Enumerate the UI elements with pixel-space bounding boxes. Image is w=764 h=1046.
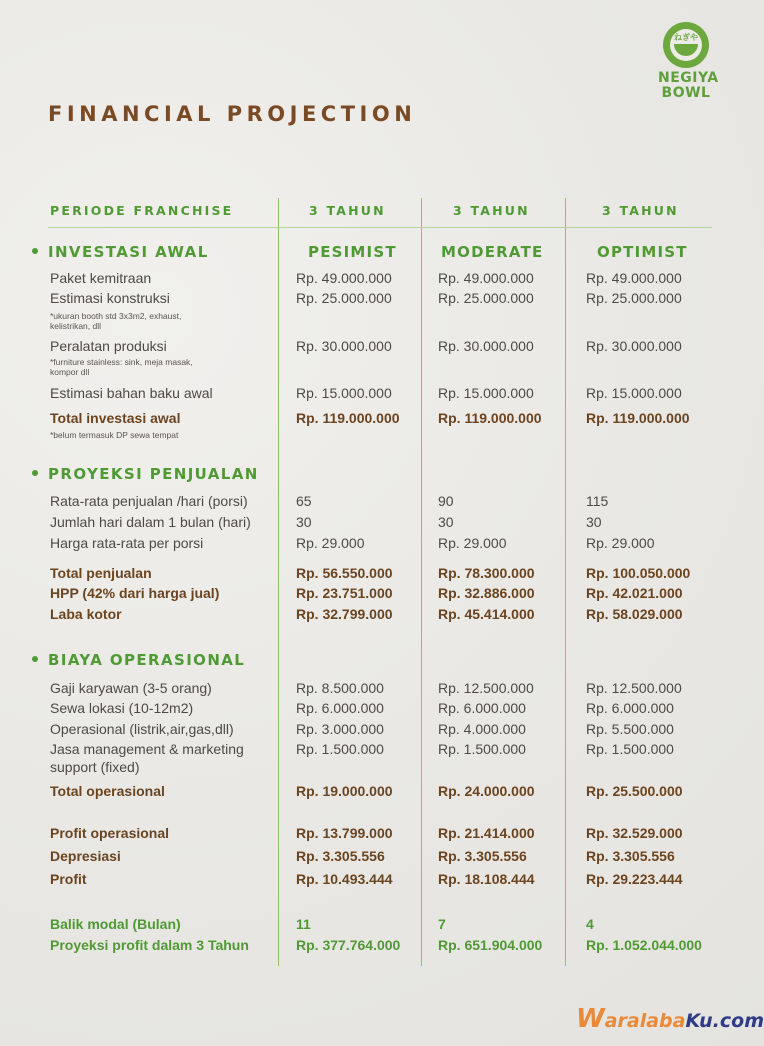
scenario-pesimist: PESIMIST xyxy=(308,243,397,261)
period-pesimist: 3 TAHUN xyxy=(309,203,386,218)
row-profit: Profit Rp. 10.493.444 Rp. 18.108.444 Rp. 29.223.444 xyxy=(50,871,683,887)
bullet-icon xyxy=(32,656,38,662)
row-total-penjualan: Total penjualan Rp. 56.550.000 Rp. 78.300.000 Rp. 100.050.000 xyxy=(50,565,691,581)
brand-name-line2: BOWL xyxy=(661,85,711,101)
bowl-icon xyxy=(663,22,709,68)
watermark-logo: WaralabaKu.com xyxy=(576,1004,764,1034)
row-depresiasi: Depresiasi Rp. 3.305.556 Rp. 3.305.556 Rp. 3.305.556 xyxy=(50,848,675,864)
row-gaji: Gaji karyawan (3-5 orang) Rp. 8.500.000 Rp. 12.500.000 Rp. 12.500.000 xyxy=(50,680,682,696)
row-total-operasional: Total operasional Rp. 19.000.000 Rp. 24.000.000 Rp. 25.500.000 xyxy=(50,783,683,799)
header-divider xyxy=(48,227,712,228)
row-peralatan: Peralatan produksi Rp. 30.000.000 Rp. 30.000.000 Rp. 30.000.000 xyxy=(50,338,682,354)
row-konstruksi: Estimasi konstruksi Rp. 25.000.000 Rp. 25.000.000 Rp. 25.000.000 xyxy=(50,290,682,306)
section-penjualan: PROYEKSI PENJUALAN xyxy=(32,465,259,483)
row-ops: Operasional (listrik,air,gas,dll) Rp. 3.000.000 Rp. 4.000.000 Rp. 5.500.000 xyxy=(50,721,674,737)
brand-name-line1: NEGIYA xyxy=(658,70,719,86)
bullet-icon xyxy=(32,248,38,254)
logo-mark: ねぎや xyxy=(674,33,698,42)
section-operasional: BIAYA OPERASIONAL xyxy=(32,651,245,669)
scenario-optimist: OPTIMIST xyxy=(597,243,688,261)
row-proyeksi-profit: Proyeksi profit dalam 3 Tahun Rp. 377.764.000 Rp. 651.904.000 Rp. 1.052.044.000 xyxy=(50,937,702,953)
page-title: FINANCIAL PROJECTION xyxy=(48,102,417,126)
scenario-moderate: MODERATE xyxy=(441,243,544,261)
row-total-investasi: Total investasi awal Rp. 119.000.000 Rp. 119.000.000 Rp. 119.000.000 xyxy=(50,410,690,426)
row-jasa: Jasa management & marketing Rp. 1.500.000 Rp. 1.500.000 Rp. 1.500.000 xyxy=(50,741,674,757)
brand-logo xyxy=(658,22,719,101)
row-harga: Harga rata-rata per porsi Rp. 29.000 Rp. 29.000 Rp. 29.000 xyxy=(50,535,655,551)
period-moderate: 3 TAHUN xyxy=(453,203,530,218)
row-profit-operasional: Profit operasional Rp. 13.799.000 Rp. 21.414.000 Rp. 32.529.000 xyxy=(50,825,683,841)
row-bahan: Estimasi bahan baku awal Rp. 15.000.000 Rp. 15.000.000 Rp. 15.000.000 xyxy=(50,385,682,401)
note-total-investasi: *belum termasuk DP sewa tempat xyxy=(50,430,179,440)
section-investasi: INVESTASI AWAL xyxy=(32,243,209,261)
row-balik-modal: Balik modal (Bulan) 11 7 4 xyxy=(50,916,594,932)
bullet-icon xyxy=(32,470,38,476)
period-label: PERIODE FRANCHISE xyxy=(50,203,234,218)
row-hari: Jumlah hari dalam 1 bulan (hari) 30 30 30 xyxy=(50,514,602,530)
note-peralatan: *furniture stainless: sink, meja masak, kompor dll xyxy=(50,357,193,377)
row-rata: Rata-rata penjualan /hari (porsi) 65 90 115 xyxy=(50,493,609,509)
row-jasa-cont: support (fixed) xyxy=(50,759,140,775)
period-optimist: 3 TAHUN xyxy=(602,203,679,218)
row-paket: Paket kemitraan Rp. 49.000.000 Rp. 49.000.000 Rp. 49.000.000 xyxy=(50,270,682,286)
row-hpp: HPP (42% dari harga jual) Rp. 23.751.000 Rp. 32.886.000 Rp. 42.021.000 xyxy=(50,585,683,601)
row-laba: Laba kotor Rp. 32.799.000 Rp. 45.414.000 Rp. 58.029.000 xyxy=(50,606,683,622)
row-sewa: Sewa lokasi (10-12m2) Rp. 6.000.000 Rp. 6.000.000 Rp. 6.000.000 xyxy=(50,700,674,716)
note-konstruksi: *ukuran booth std 3x3m2, exhaust, kelistrikan, dll xyxy=(50,311,182,331)
